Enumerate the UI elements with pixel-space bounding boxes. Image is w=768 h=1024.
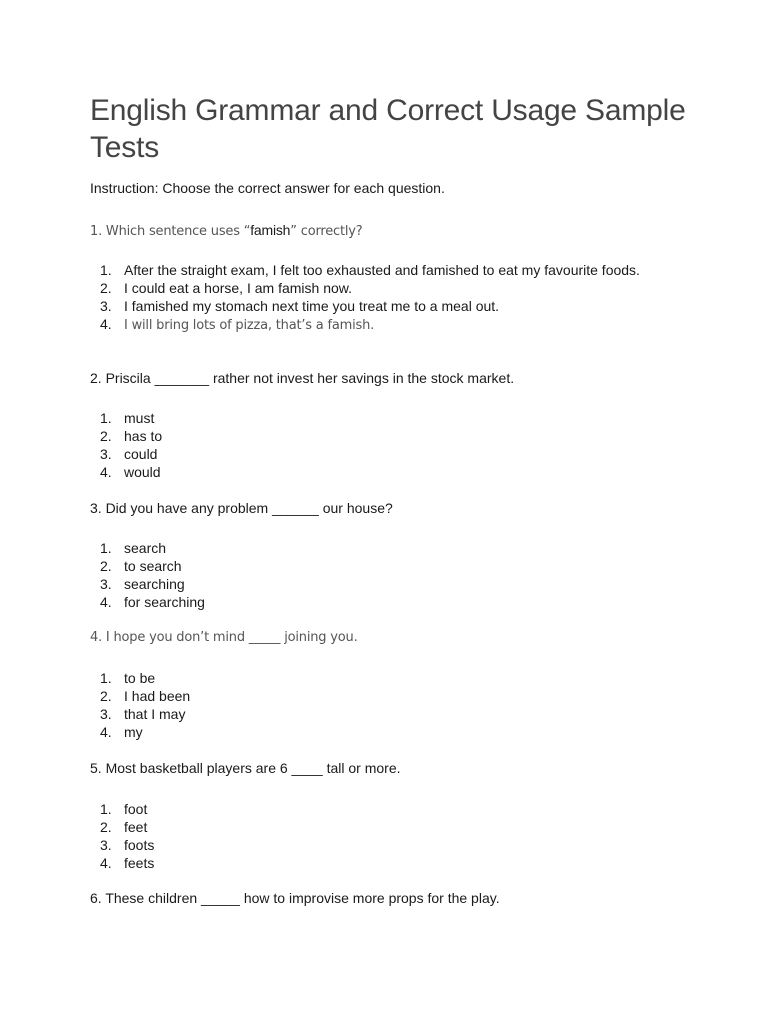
option-item [90, 687, 660, 705]
option-text: After the straight exam, I felt too exhausted and famished to eat my favourite foods. [124, 262, 640, 278]
option-number: 2. [100, 688, 112, 704]
option-item [90, 593, 660, 611]
option-item [90, 854, 660, 872]
question-6: 6. These children _____ how to improvise more props for the play. [90, 890, 500, 906]
option-text: would [124, 464, 161, 480]
question-2: 2. Priscila _______ rather not invest her savings in the stock market. [90, 370, 515, 386]
option-text: I could eat a horse, I am famish now. [124, 280, 353, 296]
option-number: 4. [100, 724, 112, 740]
option-number: 1. [100, 540, 112, 556]
option-text: feet [124, 819, 148, 835]
option-text: has to [124, 428, 163, 444]
option-number: 4. [100, 464, 112, 480]
option-text: search [124, 540, 167, 556]
option-number: 4. [100, 594, 112, 610]
question-5: 5. Most basketball players are 6 ____ tall or more. [90, 760, 401, 776]
option-text: could [124, 446, 158, 462]
option-text: that I may [124, 706, 186, 722]
option-number: 2. [100, 428, 112, 444]
question-3: 3. Did you have any problem ______ our house? [90, 500, 393, 516]
question-4-options [90, 669, 660, 741]
option-item [90, 279, 660, 297]
option-number: 3. [100, 298, 112, 314]
question-1-options [90, 261, 660, 335]
option-item [90, 427, 660, 445]
option-text: I had been [124, 688, 191, 704]
option-number: 3. [100, 706, 112, 722]
option-number: 1. [100, 801, 112, 817]
option-number: 2. [100, 280, 112, 296]
question-1-text-after: ” correctly? [290, 224, 363, 239]
option-item [90, 315, 660, 335]
page-title: English Grammar and Correct Usage Sample Tests [90, 94, 686, 164]
question-5-options [90, 800, 660, 872]
option-item [90, 723, 660, 741]
option-item [90, 409, 660, 427]
option-text: I will bring lots of pizza, that’s a famish. [124, 318, 375, 333]
question-3-options [90, 539, 660, 611]
option-item [90, 575, 660, 593]
question-1 [90, 221, 362, 241]
option-item [90, 557, 660, 575]
option-text: to search [124, 558, 182, 574]
option-item [90, 463, 660, 481]
option-item [90, 539, 660, 557]
option-text: for searching [124, 594, 205, 610]
option-item [90, 836, 660, 854]
option-number: 2. [100, 558, 112, 574]
option-text: my [124, 724, 143, 740]
option-number: 3. [100, 576, 112, 592]
question-4: 4. I hope you don’t mind _____ joining you. [90, 630, 358, 645]
option-number: 3. [100, 837, 112, 853]
option-number: 4. [100, 855, 112, 871]
option-text: foots [124, 837, 155, 853]
option-item [90, 261, 660, 279]
question-1-highlight: famish [250, 222, 291, 238]
option-number: 1. [100, 670, 112, 686]
option-text: searching [124, 576, 185, 592]
option-number: 4. [100, 316, 112, 332]
option-number: 3. [100, 446, 112, 462]
option-item [90, 669, 660, 687]
option-text: to be [124, 670, 156, 686]
option-item [90, 705, 660, 723]
option-item [90, 297, 660, 315]
option-item [90, 818, 660, 836]
question-2-options [90, 409, 660, 481]
option-item [90, 800, 660, 818]
question-1-text-before: 1. Which sentence uses “ [90, 224, 251, 239]
option-text: must [124, 410, 155, 426]
option-number: 1. [100, 262, 112, 278]
option-number: 1. [100, 410, 112, 426]
option-item [90, 445, 660, 463]
option-number: 2. [100, 819, 112, 835]
option-text: foot [124, 801, 148, 817]
option-text: feets [124, 855, 155, 871]
option-text: I famished my stomach next time you treat me to a meal out. [124, 298, 500, 314]
instruction-text: Instruction: Choose the correct answer for each question. [90, 180, 445, 196]
